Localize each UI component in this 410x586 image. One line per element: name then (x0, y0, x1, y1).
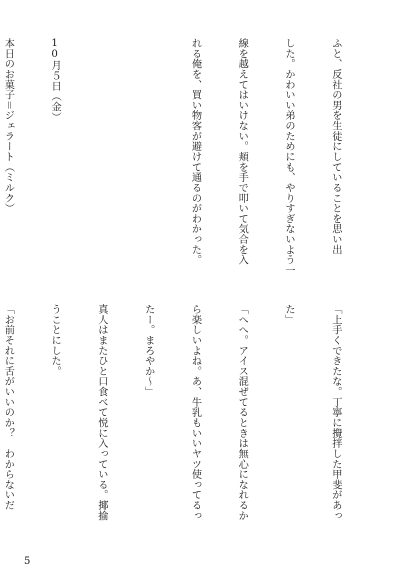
text-line (93, 38, 109, 274)
text-line: 「上手くできたな。丁寧に攪拌した甲斐があっ (329, 304, 341, 521)
text-line: うことにした。 (49, 304, 61, 377)
text-line: れる俺を、買い物客が避けて通るのがわかった。 (189, 38, 201, 266)
text-line: ら楽しいよね。あ、牛乳もいいヤツ使ってるっ (189, 304, 201, 521)
date-heading: 10月５日（金） (49, 38, 61, 123)
text-line (140, 38, 156, 274)
text-line: たー。まろやか～」 (142, 304, 154, 397)
upper-text-block (2, 38, 374, 276)
text-line: した。かわいい弟のためにも、やりすぎないよう一 (283, 38, 295, 276)
text-line: ふと、反社の男を生徒にしていることを思い出 (329, 38, 341, 255)
text-line: 「お前それに舌がいいのか？ わからないだ (2, 304, 14, 511)
page-number: 5 (24, 556, 31, 567)
text-line: 線を越えてはいけない。頬を手で叩いて気合を入 (236, 38, 248, 266)
lower-text-block (2, 304, 374, 556)
text-line: 「へへ。アイス混ぜてるときは無心になれるか (236, 304, 248, 521)
text-line: 真人はまたひと口食べて悦に入っている。揶揄 (95, 304, 107, 521)
sweets-heading: 本日のお菓子＝ジェラート（ミルク） (2, 38, 14, 214)
text-line: た」 (283, 304, 295, 325)
